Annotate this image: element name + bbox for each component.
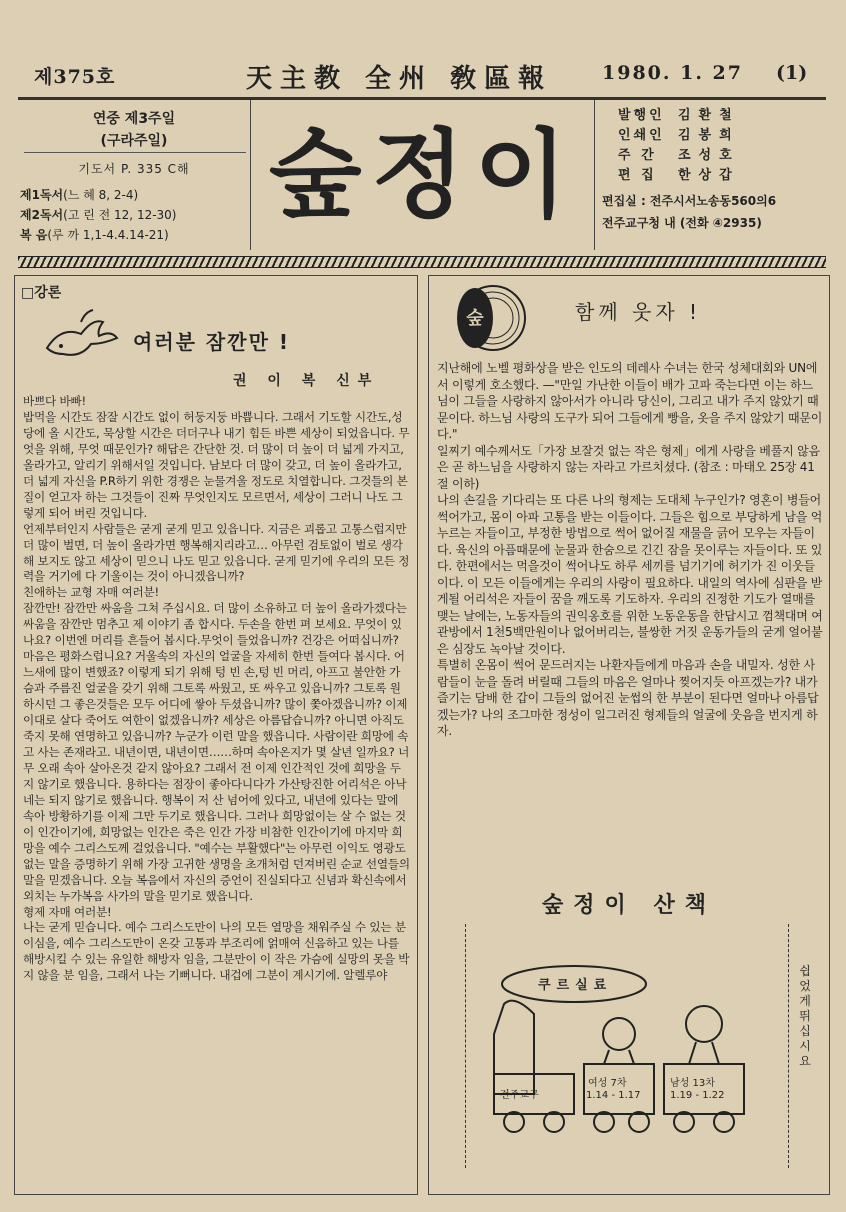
cursillo-sign: 쿠르실료 — [538, 978, 613, 993]
paragraph: 형제 자매 여러분! — [23, 904, 112, 919]
contact-phone: 전주교구청 내 (전화 ④2935) — [602, 216, 762, 230]
second-reading-label: 제2독서 — [20, 208, 64, 222]
walk-title: 숲정이 산책 — [542, 893, 716, 918]
paragraph: 나의 손길을 기다리는 또 다른 나의 형제는 도대체 누구인가? 영혼이 병들어 썩어가고, 몸이 아파 고통을 받는 이들이다. 그들은 힘으로 부당하게 남을 억누르는 자들이고, 부정한 방법으로 썩어 없어질 재물을 긁어 모우는 자들이다. 육신의 아픔때문에 눈물과 한숨으로 긴긴 잠을 못이루는 자들이다. 또 있다. 한편에서는 먹을것이 썩어나도 하루 세끼를 넘기기에 허기가 진 이웃들이다. 이 모든 이들에게는 우리의 사랑이 필요하다. 내일의 역사에 심판을 받게될 어리석은 자들이 꿈을 깨도록 기도하자. 우리의 진정한 기도가 열매를 맺는 날에는, 노동자들의 권익옹호를 위한 노동운동을 한답시고 껌책대며 여관방에서 1천5백만원이나 없어버리는, 불쌍한 거짓 운동가들의 굳게 얼어붙은 심장도 녹아날 것이다. — [437, 493, 823, 656]
staff-editor — [618, 164, 740, 183]
prayer-reference: 기도서 P. 335 C해 — [78, 162, 190, 176]
first-reading-ref: (느 혜 8, 2-4) — [63, 188, 139, 202]
second-reading — [20, 206, 177, 223]
car-label-men-title: 남성 13차 — [670, 1078, 715, 1089]
staff-role: 인쇄인 — [618, 128, 665, 143]
staff-printer — [618, 124, 740, 143]
first-reading-label: 제1독서 — [20, 188, 64, 202]
train-cartoon-icon — [474, 924, 774, 1164]
staff-name: 김환철 — [678, 108, 740, 123]
editorial-tag: □강론 — [21, 285, 62, 301]
paragraph: 나는 굳게 믿습니다. 예수 그리스도만이 나의 모든 열망을 채워주실 수 있는 분이심을, 예수 그리스도만이 온갖 고통과 부조리에 얽매여 신음하고 있는 나를 해방시킬 수 있는 유일한 해방자 임을, 그분만이 이 작은 가슴에 실망의 못을 박지 않을 분 임을, 그래서 나는 기뻐니다. 내겁에 그분이 계시기에. 알렐루야 — [23, 920, 410, 983]
paragraph: 특별히 온몸이 썩어 문드러지는 나환자들에게 마음과 손을 내밀자. 성한 사람들이 눈을 돌려 버릴때 그들의 마음은 얼마나 찢어지듯 아프겠는가? 내가 즐기는 담배 한 갑이 그들의 없어진 눈썹의 한 부분이 된다면 얼마나 아름답겠는가? 나의 조그마한 정성이 일그러진 형제들의 얼굴에 웃음을 번지게 하자. — [437, 658, 819, 738]
dove-icon — [41, 308, 121, 362]
first-reading — [20, 186, 138, 203]
staff-role: 편 집 — [618, 168, 657, 183]
staff-role: 발행인 — [618, 108, 665, 123]
paragraph: 언제부터인지 사람들은 굳게 굳게 믿고 있읍니다. 지금은 괴롭고 고통스럽지만 더 많이 벌면, 더 높이 올라가면 행복해지리라고… 아무런 검토없이 벌로 생각해 보지도 않고 세상이 믿으니 나도 믿고 있읍니다. 굳게 믿기에 우리의 모든 정력을 거기에 다 기울이는 것이 아니겠읍니까? — [23, 521, 410, 584]
laugh-body — [437, 360, 823, 740]
page-number: (1) — [776, 62, 808, 84]
cartoon-caption: 쉽었게뛰십시요 — [799, 964, 811, 1068]
gospel-reading — [20, 226, 169, 243]
staff-publisher — [618, 104, 740, 123]
staff-chief — [618, 144, 740, 163]
car-label-women-dates: 1.14 - 1.17 — [586, 1090, 641, 1101]
car-label-men-dates: 1.19 - 1.22 — [670, 1090, 725, 1101]
title-box — [252, 100, 595, 250]
contact-address: 편집실 : 전주시서노송동560의6 — [602, 194, 777, 208]
paragraph: 일찌기 예수께서도「가장 보잘것 없는 작은 형제」에게 사랑을 베풀지 않음은 곧 하느님을 사랑하지 않는 자라고 가르치셨다. (참조 : 마태오 25장 41절 이하) — [437, 443, 820, 491]
paragraph: 친애하는 교형 자매 여러분! — [23, 585, 159, 600]
paragraph: 밥먹을 시간도 잠잘 시간도 없이 허둥지둥 바쁩니다. 그래서 기도할 시간도,성당에 올 시간도, 묵상할 시간은 더더구나 내기 힘든 바쁜 세상이 되었읍니다. 무엇을 위해, 무엇 때문인가? 해답은 간단한 것. 더 많이 더 높이 더 넓게 가지고, 올라가고, 알리기 위해서일 것입니다. 남보다 더 많이 갖고, 더 높이 올라가고, 더 넓게 자신을 P.R하기 위한 경쟁은 눈물겨울 정도로 치열합니다. 그것들의 본질이 얻고자 하는 그것들이 진짜 무엇인지도 모르면서, 세상이 그러니 나도 그렇게 되어 버린 것입니다. — [23, 409, 410, 520]
editorial-column — [14, 275, 418, 1195]
forest-logo-icon — [453, 280, 527, 354]
paragraph: 지난해에 노벨 평화상을 받은 인도의 데레사 수녀는 한국 성체대회와 UN에서 이렇게 호소했다. —"만일 가난한 이들이 배가 고파 죽는다면 이는 하느님이 그들을 사랑하지 않아서가 아니라 당신이, 그리고 내가 주지 않았기 때문이다. 하느님 사랑의 도구가 되어 그들에게 빵을, 옷을 주지 않았기 때문이다." — [437, 361, 823, 441]
newspaper-title: 숲정이 — [268, 119, 578, 231]
editorial-title: 여러분 잠깐만 ! — [133, 330, 290, 354]
paragraph: 잠깐만! 잠깐만 싸움을 그쳐 주십시요. 더 많이 소유하고 더 높이 올라가겠다는 싸움을 잠깐만 멈추고 제 이야기 좀 합시다. 두손을 한번 펴 보세요. 무엇이 있나요? 이번엔 머리를 흔들어 봅시다.무엇이 들었읍니까? 건강은 어떠십니까? 마음은 평화스럽니요? 거울속의 자신의 얼굴을 자세히 한번 들여다 봅시다. 어느새에 많이 변했죠? 이렇게 되기 위해 텅 빈 손,텅 빈 머리, 아프고 불안한 가슴과 주름진 얼굴을 갖기 위해 그토록 싸웠고, 또 싸우고 있읍니까? 그토록 원하시던 그 좋은것들은 모두 어디에 쌓아 두셨읍니까? 많이 쫓아겠읍니까? 이제 이대로 살다 죽어도 여한이 없겠읍니까? 세상은 아름답습니까? 아니면 아직도 죽지 못해 연명하고 있읍니까? 누군가 이런 말을 했읍니다. 사람이란 희망에 속고 사는 존재라고. 내년이면, 내년이면……하며 속아온지가 몇 살년 일까요? 너무 오래 속아 살아온것 같지 않아요? 그래서 전 이제 인간적인 것에 희망을 두지 않기로 했읍니다. 용하다는 점장이 좋아다니다가 가산탕진한 어리석은 아낙네는 되지 않기로 했읍니다. 행복이 저 산 넘어에 있다고, 내년에 있다는 말에 속아 방황하기를 이제 그만 두기로 했읍니다. 그러나 희망없이는 살 수 없는 것이 인간이기에, 희망없는 인간은 죽은 인간 가장 비참한 인간이기에 마지막 희망을 예수 그리스도께 걸었읍니다. "예수는 부활했다"는 아무런 이익도 영광도 없는 말을 증명하기 위해 가장 고귀한 생명을 초개처럼 던져버린 순교 선열들의 말을 믿겠읍니다. 오늘 복음에서 자신의 증언이 진실되다고 신념과 확신속에서 외치는 누가복음 사가의 말을 믿기로 했읍니다. — [23, 601, 410, 903]
laugh-column — [428, 275, 830, 1195]
car-label-women-title: 여성 7차 — [588, 1078, 627, 1089]
editorial-body — [23, 394, 411, 984]
staff-role: 주 간 — [618, 148, 657, 163]
editorial-author: 권 이 복 신부 — [233, 373, 380, 389]
masthead — [34, 58, 814, 94]
gospel-ref: (루 까 1,1-4.4.14-21) — [47, 228, 169, 242]
liturgy-box — [18, 100, 251, 250]
staff-name: 김봉희 — [678, 128, 740, 143]
header-band — [18, 100, 826, 250]
second-reading-ref: (고 린 전 12, 12-30) — [63, 208, 177, 222]
cartoon-panel — [465, 924, 811, 1168]
staff-name: 한상갑 — [678, 168, 740, 183]
issue-date: 1980. 1. 27 — [602, 62, 744, 84]
car-label-diocese: 전주교구 — [500, 1090, 539, 1101]
logo-text: 숲 — [466, 308, 484, 329]
laugh-title: 함께 웃자 ! — [575, 300, 702, 324]
week-title: 연중 제3주일 — [92, 111, 176, 127]
gospel-label: 복 음 — [20, 228, 48, 242]
staff-box — [602, 100, 826, 250]
staff-name: 조성호 — [678, 148, 740, 163]
decorative-stripe — [18, 256, 826, 268]
week-subtitle: (구라주일) — [100, 133, 168, 149]
liturgy-divider — [24, 152, 246, 153]
paper-name: 天主教 全州 敎區報 — [246, 64, 553, 94]
issue-number: 제375호 — [34, 66, 116, 88]
paragraph: 바쁘다 바빠! — [23, 394, 86, 408]
